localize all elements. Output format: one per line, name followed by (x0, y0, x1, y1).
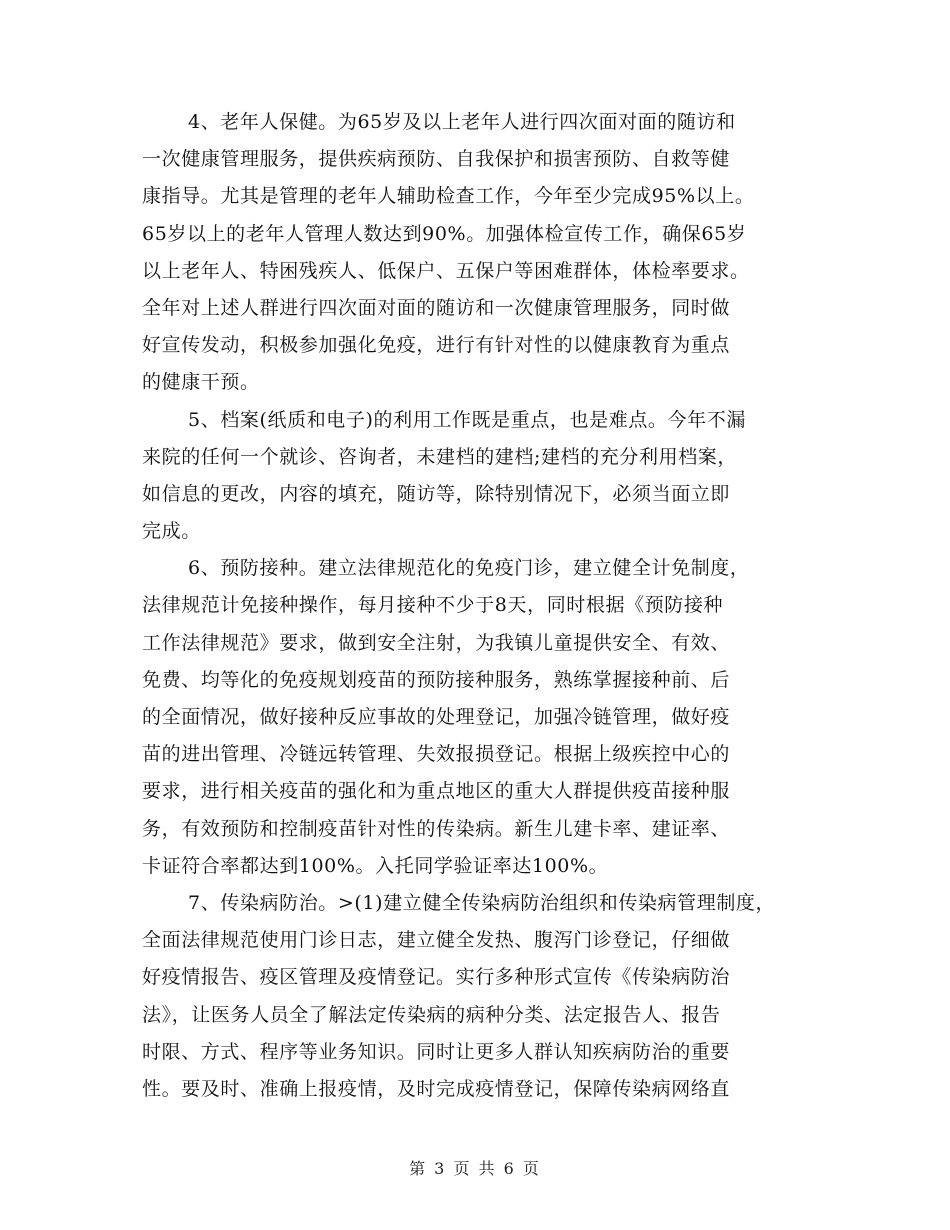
text-line: 性。要及时、准确上报疫情，及时完成疫情登记，保障传染病网络直 (142, 1077, 731, 1100)
text-line: 要求，进行相关疫苗的强化和为重点地区的重大人群提供疫苗接种服 (142, 780, 731, 803)
text-line: 务，有效预防和控制疫苗针对性的传染病。新生儿建卡率、建证率、 (142, 817, 731, 840)
text-line: 一次健康管理服务，提供疾病预防、自我保护和损害预防、自救等健 (142, 148, 731, 171)
text-line: 好疫情报告、疫区管理及疫情登记。实行多种形式宣传《传染病防治 (142, 966, 731, 989)
text-line: 65岁以上的老年人管理人数达到90%。加强体检宣传工作，确保65岁 (142, 222, 747, 245)
text-line: 法》，让医务人员全了解法定传染病的病种分类、法定报告人、报告 (142, 1003, 721, 1026)
page-number-footer: 第 3 页 共 6 页 (409, 1159, 541, 1178)
paragraph-infectious-disease (142, 885, 802, 1108)
text-line: 苗的进出管理、冷链远转管理、失效报损登记。根据上级疾控中心的 (142, 743, 731, 766)
text-line: 康指导。尤其是管理的老年人辅助检查工作，今年至少完成95%以上。 (142, 185, 755, 208)
text-line: 以上老年人、特困残疾人、低保户、五保户等困难群体，体检率要求。 (142, 259, 750, 282)
paragraph-elderly-care (142, 104, 802, 402)
text-line: 全年对上述人群进行四次面对面的随访和一次健康管理服务，同时做 (142, 296, 731, 319)
text-line: 卡证符合率都达到100%。入托同学验证率达100%。 (142, 854, 609, 877)
text-line: 好宣传发动，积极参加强化免疫，进行有针对性的以健康教育为重点 (142, 334, 731, 357)
text-line: 的健康干预。 (142, 371, 260, 394)
text-line: 的全面情况，做好接种反应事故的处理登记，加强冷链管理，做好疫 (142, 706, 731, 728)
text-line: 4、老年人保健。为65岁及以上老年人进行四次面对面的随访和 (188, 111, 736, 133)
text-line: 工作法律规范》要求，做到安全注射，为我镇儿童提供安全、有效、 (142, 631, 731, 654)
text-line: 7、传染病防治。>(1)建立健全传染病防治组织和传染病管理制度， (188, 891, 776, 914)
paragraph-vaccination (142, 550, 802, 885)
text-line: 如信息的更改，内容的填充，随访等，除特别情况下，必须当面立即 (142, 482, 731, 505)
paragraph-records (142, 402, 802, 551)
text-line: 法律规范计免接种操作，每月接种不少于8天，同时根据《预防接种 (142, 594, 724, 617)
text-line: 5、档案(纸质和电子)的利用工作既是重点，也是难点。今年不漏 (188, 408, 746, 431)
text-line: 时限、方式、程序等业务知识。同时让更多人群认知疾病防治的重要 (142, 1040, 731, 1063)
text-line: 来院的任何一个就诊、咨询者，未建档的建档;建档的充分利用档案， (142, 445, 738, 468)
text-line: 完成。 (142, 520, 201, 543)
text-line: 免费、均等化的免疫规划疫苗的预防接种服务，熟练掌握接种前、后 (142, 668, 731, 691)
text-line: 6、预防接种。建立法律规范化的免疫门诊，建立健全计免制度， (188, 557, 750, 580)
document-body (142, 104, 802, 1108)
text-line: 全面法律规范使用门诊日志，建立健全发热、腹泻门诊登记，仔细做 (142, 929, 731, 952)
